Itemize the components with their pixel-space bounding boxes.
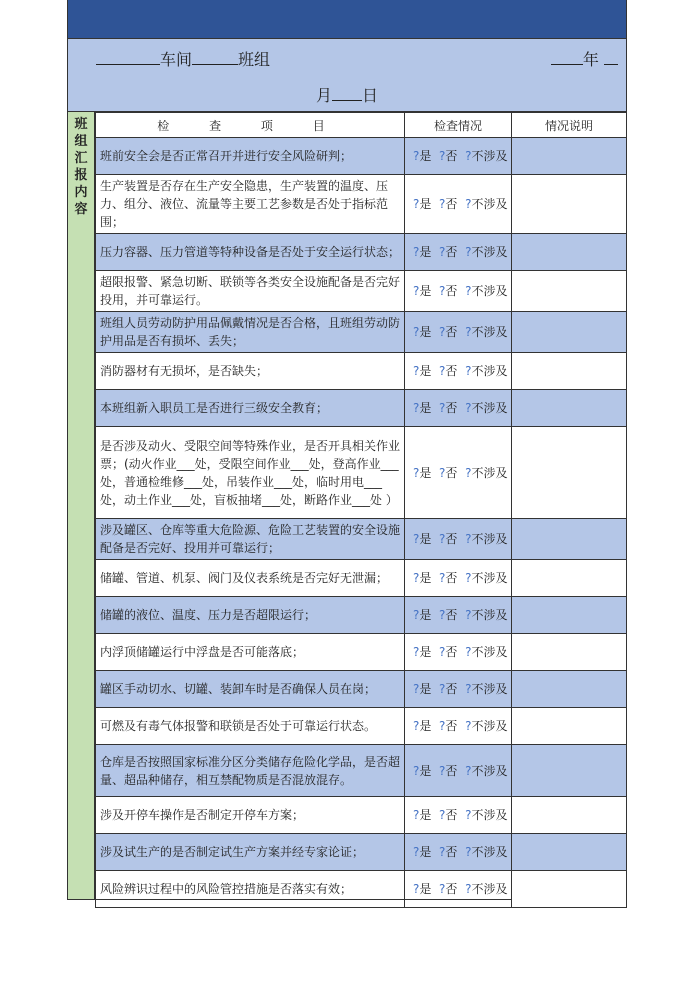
option-yes-label: 是 — [419, 149, 432, 163]
sidebar-char: 报 — [74, 168, 88, 183]
title-bar — [68, 0, 626, 38]
option-not-applicable[interactable] — [465, 764, 507, 778]
sidebar-label — [68, 116, 94, 218]
month-day-line — [316, 83, 378, 106]
option-not-applicable-label: 不涉及 — [471, 401, 508, 415]
option-not-applicable-label: 不涉及 — [471, 882, 508, 896]
option-yes[interactable] — [413, 245, 431, 259]
checkbox-icon[interactable]: ? — [439, 149, 446, 163]
option-yes-label: 是 — [419, 882, 432, 896]
check-item — [96, 708, 405, 745]
option-no-label: 否 — [445, 245, 458, 259]
option-not-applicable[interactable] — [465, 325, 507, 339]
option-not-applicable-label: 不涉及 — [471, 532, 508, 546]
check-status — [405, 560, 512, 597]
option-no[interactable] — [439, 466, 457, 480]
check-status — [405, 671, 512, 708]
workshop-team-line — [96, 47, 270, 70]
checkbox-icon[interactable]: ? — [413, 882, 420, 896]
day-label: 日 — [362, 86, 379, 105]
option-yes-label: 是 — [419, 608, 432, 622]
check-item-text: 储罐、管道、机泵、阀门及仪表系统是否完好无泄漏； — [100, 571, 389, 585]
checkbox-icon[interactable]: ? — [413, 149, 420, 163]
notes-cell[interactable] — [512, 390, 627, 427]
team-label: 班组 — [238, 50, 271, 69]
check-item-text: 风险辨识过程中的风险管控措施是否落实有效； — [100, 882, 353, 896]
option-not-applicable-label: 不涉及 — [471, 571, 508, 585]
checkbox-icon[interactable]: ? — [465, 571, 472, 585]
checkbox-icon[interactable]: ? — [413, 845, 420, 859]
option-no-label: 否 — [445, 401, 458, 415]
checkbox-icon[interactable]: ? — [465, 284, 472, 298]
table-row — [96, 834, 627, 871]
check-item — [96, 312, 405, 353]
option-yes-label: 是 — [419, 719, 432, 733]
option-not-applicable[interactable] — [465, 571, 507, 585]
checkbox-icon[interactable]: ? — [465, 882, 472, 896]
option-not-applicable[interactable] — [465, 808, 507, 822]
option-not-applicable[interactable] — [465, 284, 507, 298]
checkbox-icon[interactable]: ? — [413, 284, 420, 298]
option-not-applicable[interactable] — [465, 245, 507, 259]
checkbox-icon[interactable]: ? — [413, 197, 420, 211]
check-item — [96, 671, 405, 708]
option-yes[interactable] — [413, 719, 431, 733]
option-yes-label: 是 — [419, 245, 432, 259]
check-item — [96, 560, 405, 597]
table-row — [96, 597, 627, 634]
option-not-applicable-label: 不涉及 — [471, 149, 508, 163]
check-item — [96, 634, 405, 671]
option-not-applicable-label: 不涉及 — [471, 197, 508, 211]
option-no[interactable] — [439, 845, 457, 859]
table-row — [96, 634, 627, 671]
option-no-label: 否 — [445, 284, 458, 298]
checkbox-icon[interactable]: ? — [439, 763, 446, 778]
option-yes-label: 是 — [419, 682, 432, 696]
year-blank[interactable] — [551, 50, 583, 65]
checkbox-icon[interactable]: ? — [439, 465, 446, 480]
notes-cell[interactable] — [512, 634, 627, 671]
check-item-text: 内浮顶储罐运行中浮盘是否可能落底； — [100, 645, 305, 659]
option-no[interactable] — [439, 401, 457, 415]
option-no[interactable] — [439, 245, 457, 259]
check-item-text: 消防器材有无损坏，是否缺失； — [100, 364, 269, 378]
check-item-text: 班前安全会是否正常召开并进行安全风险研判； — [100, 149, 353, 163]
check-item — [96, 390, 405, 427]
checkbox-icon[interactable]: ? — [439, 197, 446, 211]
checkbox-icon[interactable]: ? — [465, 719, 472, 733]
table-row — [96, 560, 627, 597]
option-not-applicable-label: 不涉及 — [471, 465, 508, 480]
check-item-text: 储罐的液位、温度、压力是否超限运行； — [100, 608, 317, 622]
option-yes-label: 是 — [419, 571, 432, 585]
check-status — [405, 175, 512, 234]
option-yes-label: 是 — [419, 808, 432, 822]
option-no-label: 否 — [445, 882, 458, 896]
check-status — [405, 634, 512, 671]
checkbox-icon[interactable]: ? — [439, 325, 446, 339]
checkbox-icon[interactable]: ? — [439, 245, 446, 259]
notes-cell[interactable] — [512, 834, 627, 871]
option-no-label: 否 — [445, 325, 458, 339]
option-no-label: 否 — [445, 682, 458, 696]
option-yes-label: 是 — [419, 645, 432, 659]
checkbox-icon[interactable]: ? — [413, 608, 420, 622]
table-row — [96, 797, 627, 834]
notes-cell[interactable] — [512, 427, 627, 519]
checkbox-icon[interactable]: ? — [439, 645, 446, 659]
checkbox-icon[interactable]: ? — [465, 364, 472, 378]
column-header-items: 检 查 项 目 — [96, 113, 405, 138]
option-yes[interactable] — [413, 764, 431, 778]
table-row — [96, 175, 627, 234]
check-item-text: 仓库是否按照国家标准分区分类储存危险化学品，是否超量、超品种储存，相互禁配物质是否混放混存。 — [100, 754, 401, 787]
option-yes[interactable] — [413, 325, 431, 339]
option-no-label: 否 — [445, 845, 458, 859]
year-line — [551, 47, 618, 70]
notes-cell[interactable] — [512, 312, 627, 353]
checkbox-icon[interactable]: ? — [465, 197, 472, 211]
check-item-text: 涉及罐区、仓库等重大危险源、危险工艺装置的安全设施配备是否完好、投用并可靠运行； — [100, 523, 401, 555]
option-not-applicable[interactable] — [465, 401, 507, 415]
option-yes[interactable] — [413, 682, 431, 696]
check-item — [96, 234, 405, 271]
notes-cell[interactable] — [512, 271, 627, 312]
notes-cell[interactable] — [512, 353, 627, 390]
option-not-applicable-label: 不涉及 — [471, 325, 508, 339]
check-item — [96, 597, 405, 634]
notes-cell[interactable] — [512, 745, 627, 797]
check-status — [405, 597, 512, 634]
table-row — [96, 390, 627, 427]
sidebar-char: 组 — [74, 134, 88, 149]
option-no-label: 否 — [445, 645, 458, 659]
table-row — [96, 138, 627, 175]
option-not-applicable[interactable] — [465, 149, 507, 163]
checkbox-icon[interactable]: ? — [413, 532, 420, 546]
checkbox-icon[interactable]: ? — [413, 719, 420, 733]
option-not-applicable[interactable] — [465, 882, 507, 896]
check-status — [405, 871, 512, 908]
checkbox-icon[interactable]: ? — [465, 465, 472, 480]
checkbox-icon[interactable]: ? — [439, 571, 446, 585]
inspection-form — [67, 0, 627, 900]
checkbox-icon[interactable]: ? — [465, 845, 472, 859]
option-no[interactable] — [439, 764, 457, 778]
option-not-applicable[interactable] — [465, 197, 507, 211]
option-yes[interactable] — [413, 532, 431, 546]
notes-cell[interactable] — [512, 138, 627, 175]
option-no[interactable] — [439, 325, 457, 339]
year-label: 年 — [582, 50, 599, 69]
checkbox-icon[interactable]: ? — [465, 532, 472, 546]
month-label: 月 — [316, 86, 333, 105]
option-yes-label: 是 — [419, 532, 432, 546]
notes-cell[interactable] — [512, 234, 627, 271]
table-row — [96, 708, 627, 745]
check-item-text: 班组人员劳动防护用品佩戴情况是否合格，且班组劳动防护用品是否有损坏、丢失； — [100, 316, 401, 348]
sidebar — [68, 112, 95, 899]
checkbox-icon[interactable]: ? — [439, 364, 446, 378]
option-not-applicable[interactable] — [465, 682, 507, 696]
checkbox-icon[interactable]: ? — [439, 682, 446, 696]
check-item-text: 罐区手动切水、切罐、装卸车时是否确保人员在岗； — [100, 682, 377, 696]
option-yes-label: 是 — [419, 763, 432, 778]
check-status — [405, 745, 512, 797]
option-no[interactable] — [439, 645, 457, 659]
checkbox-icon[interactable]: ? — [439, 532, 446, 546]
option-no-label: 否 — [445, 608, 458, 622]
check-item-text: 涉及开停车操作是否制定开停车方案； — [100, 808, 305, 822]
option-not-applicable[interactable] — [465, 719, 507, 733]
notes-cell[interactable] — [512, 871, 627, 908]
table-row — [96, 427, 627, 519]
check-status — [405, 390, 512, 427]
sidebar-char: 班 — [74, 117, 88, 132]
workshop-label: 车间 — [160, 50, 193, 69]
check-status — [405, 234, 512, 271]
option-yes[interactable] — [413, 608, 431, 622]
checkbox-icon[interactable]: ? — [465, 763, 472, 778]
option-yes[interactable] — [413, 149, 431, 163]
check-item — [96, 271, 405, 312]
option-not-applicable[interactable] — [465, 466, 507, 480]
inspection-table — [95, 112, 627, 908]
option-yes-label: 是 — [419, 364, 432, 378]
column-header-notes: 情况说明 — [512, 113, 627, 138]
option-no-label: 否 — [445, 364, 458, 378]
option-no[interactable] — [439, 682, 457, 696]
option-not-applicable[interactable] — [465, 532, 507, 546]
check-item — [96, 797, 405, 834]
check-item — [96, 519, 405, 560]
checkbox-icon[interactable]: ? — [465, 645, 472, 659]
option-yes-label: 是 — [419, 325, 432, 339]
option-no-label: 否 — [445, 763, 458, 778]
table-row — [96, 871, 627, 908]
check-item-text: 本班组新入职员工是否进行三级安全教育； — [100, 401, 329, 415]
notes-cell[interactable] — [512, 175, 627, 234]
option-not-applicable[interactable] — [465, 608, 507, 622]
checkbox-icon[interactable]: ? — [413, 645, 420, 659]
check-item — [96, 353, 405, 390]
form-header — [68, 38, 626, 112]
option-no[interactable] — [439, 149, 457, 163]
checkbox-icon[interactable]: ? — [413, 808, 420, 822]
sidebar-char: 汇 — [74, 151, 88, 166]
option-no-label: 否 — [445, 808, 458, 822]
option-no-label: 否 — [445, 532, 458, 546]
checkbox-icon[interactable]: ? — [413, 763, 420, 778]
notes-cell[interactable] — [512, 671, 627, 708]
checkbox-icon[interactable]: ? — [465, 808, 472, 822]
option-no[interactable] — [439, 808, 457, 822]
check-status — [405, 353, 512, 390]
checkbox-icon[interactable]: ? — [413, 325, 420, 339]
table-row — [96, 745, 627, 797]
option-no[interactable] — [439, 197, 457, 211]
check-status — [405, 519, 512, 560]
notes-cell[interactable] — [512, 560, 627, 597]
option-not-applicable-label: 不涉及 — [471, 845, 508, 859]
check-item-text: 压力容器、压力管道等特种设备是否处于安全运行状态； — [100, 245, 401, 259]
option-not-applicable-label: 不涉及 — [471, 808, 508, 822]
checkbox-icon[interactable]: ? — [439, 401, 446, 415]
checkbox-icon[interactable]: ? — [439, 808, 446, 822]
table-row — [96, 271, 627, 312]
option-no[interactable] — [439, 882, 457, 896]
option-yes-label: 是 — [419, 197, 432, 211]
option-no[interactable] — [439, 364, 457, 378]
option-yes[interactable] — [413, 645, 431, 659]
day-blank[interactable] — [332, 86, 362, 101]
checkbox-icon[interactable]: ? — [465, 325, 472, 339]
checkbox-icon[interactable]: ? — [439, 882, 446, 896]
table-header-row — [96, 113, 627, 138]
notes-cell[interactable] — [512, 519, 627, 560]
option-no[interactable] — [439, 719, 457, 733]
month-blank-start[interactable] — [604, 50, 618, 65]
option-no-label: 否 — [445, 571, 458, 585]
checkbox-icon[interactable]: ? — [413, 401, 420, 415]
check-status — [405, 312, 512, 353]
check-item — [96, 175, 405, 234]
option-yes[interactable] — [413, 882, 431, 896]
option-not-applicable[interactable] — [465, 845, 507, 859]
check-status — [405, 834, 512, 871]
checkbox-icon[interactable]: ? — [465, 245, 472, 259]
check-item — [96, 834, 405, 871]
option-no-label: 否 — [445, 197, 458, 211]
option-yes[interactable] — [413, 571, 431, 585]
checkbox-icon[interactable]: ? — [413, 465, 420, 480]
workshop-blank[interactable] — [96, 50, 160, 65]
option-yes[interactable] — [413, 364, 431, 378]
option-not-applicable-label: 不涉及 — [471, 245, 508, 259]
option-yes-label: 是 — [419, 401, 432, 415]
option-not-applicable-label: 不涉及 — [471, 682, 508, 696]
sidebar-char: 容 — [74, 202, 88, 217]
table-row — [96, 671, 627, 708]
checkbox-icon[interactable]: ? — [465, 149, 472, 163]
notes-cell[interactable] — [512, 597, 627, 634]
team-blank[interactable] — [192, 50, 238, 65]
check-item-text: 生产装置是否存在生产安全隐患，生产装置的温度、压力、组分、液位、流量等主要工艺参数是否处于指标范围； — [100, 179, 389, 229]
option-no[interactable] — [439, 571, 457, 585]
check-status — [405, 708, 512, 745]
checkbox-icon[interactable]: ? — [439, 608, 446, 622]
notes-cell[interactable] — [512, 797, 627, 834]
option-yes-label: 是 — [419, 845, 432, 859]
check-status — [405, 271, 512, 312]
option-not-applicable-label: 不涉及 — [471, 364, 508, 378]
option-yes[interactable] — [413, 466, 431, 480]
option-no[interactable] — [439, 532, 457, 546]
option-yes[interactable] — [413, 284, 431, 298]
notes-cell[interactable] — [512, 708, 627, 745]
check-item — [96, 427, 405, 519]
table-row — [96, 519, 627, 560]
check-item — [96, 138, 405, 175]
option-not-applicable-label: 不涉及 — [471, 763, 508, 778]
check-item-text: 是否涉及动火、受限空间等特殊作业，是否开具相关作业票；(动火作业___处，受限空间作业___处，登高作业___处，普通检维修___处，吊装作业___处，临时用电___处，动土作业___处，盲板抽堵___处，断路作业___处 ） — [100, 438, 401, 507]
checkbox-icon[interactable]: ? — [413, 364, 420, 378]
option-yes[interactable] — [413, 401, 431, 415]
option-not-applicable-label: 不涉及 — [471, 608, 508, 622]
check-item — [96, 745, 405, 797]
checkbox-icon[interactable]: ? — [413, 682, 420, 696]
check-status — [405, 138, 512, 175]
table-row — [96, 353, 627, 390]
option-not-applicable[interactable] — [465, 364, 507, 378]
checkbox-icon[interactable]: ? — [439, 845, 446, 859]
checkbox-icon[interactable]: ? — [439, 719, 446, 733]
check-item-text: 涉及试生产的是否制定试生产方案并经专家论证； — [100, 845, 365, 859]
checkbox-icon[interactable]: ? — [413, 245, 420, 259]
table-row — [96, 312, 627, 353]
option-yes[interactable] — [413, 197, 431, 211]
checkbox-icon[interactable]: ? — [465, 608, 472, 622]
option-no[interactable] — [439, 284, 457, 298]
option-yes-label: 是 — [419, 465, 432, 480]
checkbox-icon[interactable]: ? — [439, 284, 446, 298]
option-no-label: 否 — [445, 719, 458, 733]
option-not-applicable-label: 不涉及 — [471, 645, 508, 659]
option-yes[interactable] — [413, 808, 431, 822]
option-no-label: 否 — [445, 149, 458, 163]
option-not-applicable[interactable] — [465, 645, 507, 659]
option-no-label: 否 — [445, 465, 458, 480]
check-status — [405, 797, 512, 834]
checkbox-icon[interactable]: ? — [465, 401, 472, 415]
option-yes[interactable] — [413, 845, 431, 859]
check-item-text: 可燃及有毒气体报警和联锁是否处于可靠运行状态。 — [100, 719, 377, 733]
option-no[interactable] — [439, 608, 457, 622]
column-header-status: 检查情况 — [405, 113, 512, 138]
sidebar-char: 内 — [74, 185, 88, 200]
check-status — [405, 427, 512, 519]
checkbox-icon[interactable]: ? — [465, 682, 472, 696]
option-not-applicable-label: 不涉及 — [471, 719, 508, 733]
table-row — [96, 234, 627, 271]
option-not-applicable-label: 不涉及 — [471, 284, 508, 298]
option-yes-label: 是 — [419, 284, 432, 298]
check-item-text: 超限报警、紧急切断、联锁等各类安全设施配备是否完好投用，并可靠运行。 — [100, 275, 401, 307]
checkbox-icon[interactable]: ? — [413, 571, 420, 585]
check-item — [96, 871, 405, 908]
